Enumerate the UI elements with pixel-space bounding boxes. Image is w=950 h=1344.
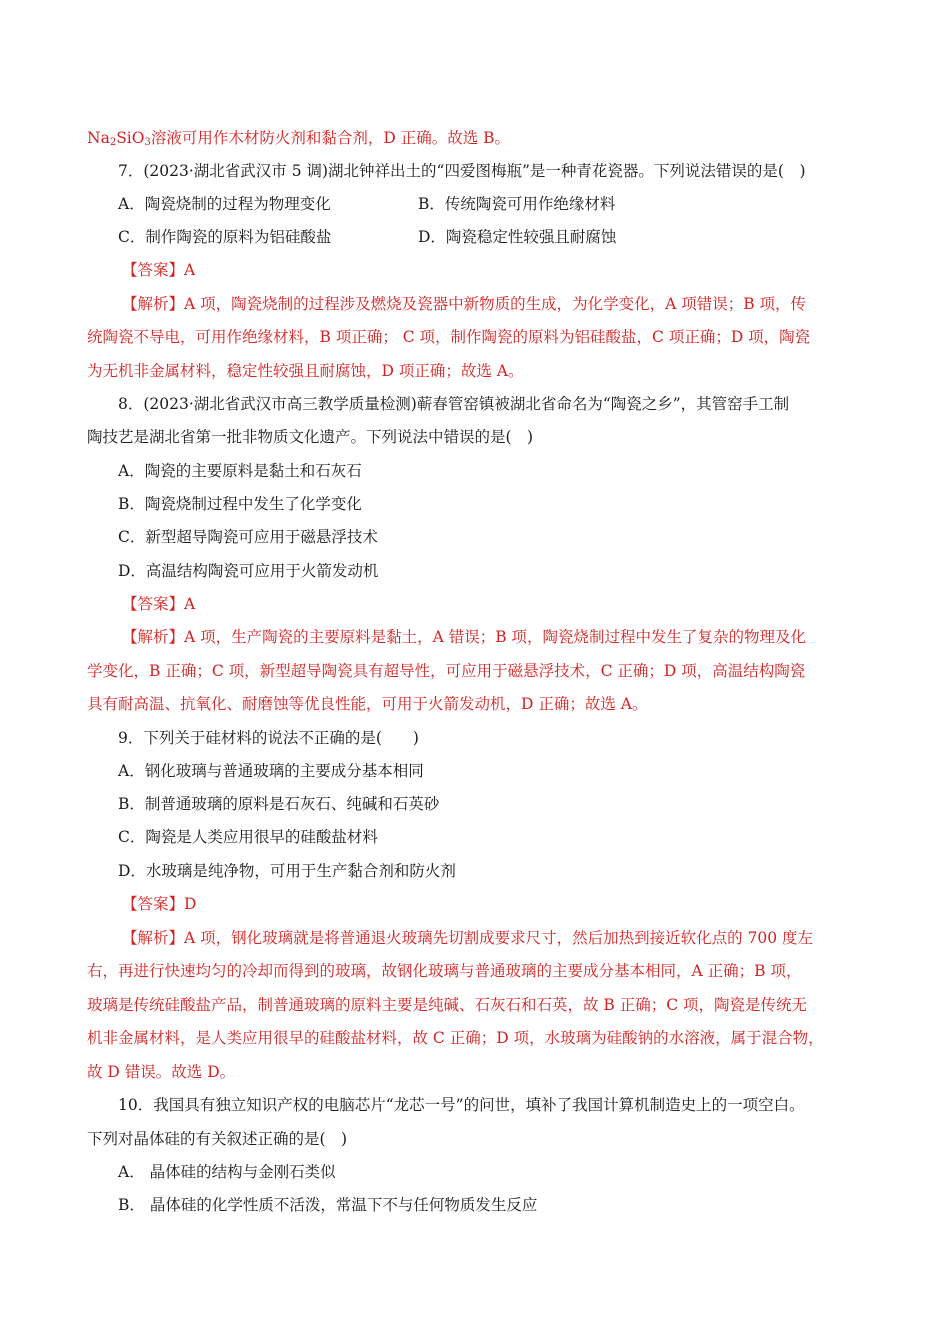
- q9-analysis-line-2: 右，再进行快速均匀的冷却而得到的玻璃，故钢化玻璃与普通玻璃的主要成分基本相同，A 正确；B 项，: [87, 962, 802, 980]
- q7-option-a: A．陶瓷烧制的过程为物理变化: [118, 195, 331, 213]
- q8-option-c: C．新型超导陶瓷可应用于磁悬浮技术: [118, 528, 378, 546]
- q9-analysis-line-4: 机非金属材料，是人类应用很早的硅酸盐材料，故 C 正确；D 项，水玻璃为硅酸钠的水溶液，属于混合物，: [87, 1029, 824, 1047]
- q10-stem-line-1: 10．我国具有独立知识产权的电脑芯片“龙芯一号”的问世，填补了我国计算机制造史上的一项空白。: [118, 1096, 805, 1114]
- q7-option-b: B．传统陶瓷可用作绝缘材料: [418, 195, 616, 213]
- q9-option-c: C．陶瓷是人类应用很早的硅酸盐材料: [118, 828, 378, 846]
- previous-analysis-text: 溶液可用作木材防火剂和黏合剂，D 正确。故选 B。: [150, 129, 511, 147]
- q8-analysis-line-2: 学变化，B 正确；C 项，新型超导陶瓷具有超导性，可应用于磁悬浮技术，C 正确；D 项，高温结构陶瓷: [87, 662, 806, 680]
- q8-answer: 【答案】A: [122, 595, 196, 613]
- q7-stem: 7．(2023·湖北省武汉市 5 调)湖北钟祥出土的“四爱图梅瓶”是一种青花瓷器。下列说法错误的是( ): [118, 162, 806, 180]
- formula-sub-2: 2: [109, 137, 117, 148]
- q10-stem-line-2: 下列对晶体硅的有关叙述正确的是( ): [87, 1130, 348, 1148]
- q7-analysis-line-2: 统陶瓷不导电，可用作绝缘材料，B 项正确； C 项，制作陶瓷的原料为铝硅酸盐，C 项正确；D 项，陶瓷: [87, 328, 811, 346]
- q9-option-d: D．水玻璃是纯净物，可用于生产黏合剂和防火剂: [118, 862, 456, 880]
- formula-sub-3: 3: [144, 137, 151, 148]
- q7-answer: 【答案】A: [122, 261, 196, 279]
- q8-stem-line-1: 8．(2023·湖北省武汉市高三教学质量检测)蕲春管窑镇被湖北省命名为“陶瓷之乡”，其管窑手工制: [118, 395, 790, 413]
- q10-option-a: A． 晶体硅的结构与金刚石类似: [118, 1163, 336, 1181]
- q8-stem-line-2: 陶技艺是湖北省第一批非物质文化遗产。下列说法中错误的是( ): [87, 428, 534, 446]
- q7-option-d: D．陶瓷稳定性较强且耐腐蚀: [418, 228, 617, 246]
- q9-option-b: B．制普通玻璃的原料是石灰石、纯碱和石英砂: [118, 795, 440, 813]
- q9-stem: 9．下列关于硅材料的说法不正确的是( ): [118, 729, 419, 747]
- q8-analysis-line-3: 具有耐高温、抗氧化、耐磨蚀等优良性能，可用于火箭发动机，D 正确；故选 A。: [87, 695, 648, 713]
- q10-option-b: B． 晶体硅的化学性质不活泼，常温下不与任何物质发生反应: [118, 1196, 538, 1214]
- formula-na: Na: [87, 129, 110, 147]
- q7-analysis-line-1: 【解析】A 项，陶瓷烧制的过程涉及燃烧及瓷器中新物质的生成，为化学变化，A 项错误；B 项，传: [122, 295, 807, 313]
- q8-option-a: A．陶瓷的主要原料是黏土和石灰石: [118, 462, 362, 480]
- q9-analysis-line-1: 【解析】A 项，钢化玻璃就是将普通退火玻璃先切割成要求尺寸，然后加热到接近软化点的 700 度左: [122, 929, 814, 947]
- formula-sio: SiO: [116, 129, 145, 147]
- q8-analysis-line-1: 【解析】A 项，生产陶瓷的主要原料是黏土，A 错误；B 项，陶瓷烧制过程中发生了复杂的物理及化: [122, 628, 807, 646]
- q9-analysis-line-5: 故 D 错误。故选 D。: [87, 1063, 236, 1081]
- q8-option-d: D．高温结构陶瓷可应用于火箭发动机: [118, 562, 379, 580]
- q7-option-c: C．制作陶瓷的原料为铝硅酸盐: [118, 228, 332, 246]
- q7-analysis-line-3: 为无机非金属材料，稳定性较强且耐腐蚀，D 项正确；故选 A。: [87, 362, 524, 380]
- q9-analysis-line-3: 玻璃是传统硅酸盐产品，制普通玻璃的原料主要是纯碱、石灰石和石英，故 B 正确；C 项，陶瓷是传统无: [87, 996, 808, 1014]
- previous-analysis-tail: [87, 127, 510, 154]
- q9-answer: 【答案】D: [122, 895, 197, 913]
- q9-option-a: A．钢化玻璃与普通玻璃的主要成分基本相同: [118, 762, 424, 780]
- q8-option-b: B．陶瓷烧制过程中发生了化学变化: [118, 495, 362, 513]
